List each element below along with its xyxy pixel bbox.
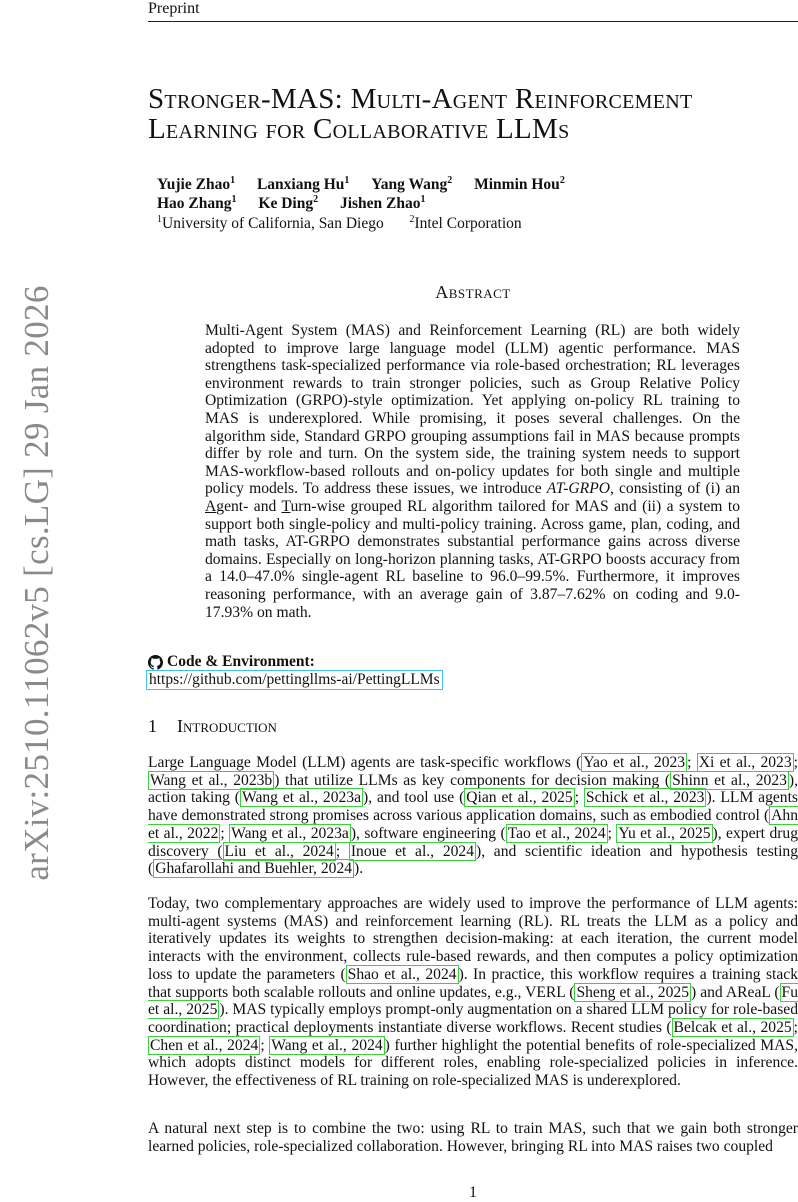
citation-link[interactable]: Chen et al., 2024 <box>150 1036 259 1054</box>
section-heading <box>148 716 277 737</box>
citation-link[interactable]: Ghafarollahi and Buehler, 2024 <box>155 860 353 878</box>
section-number: 1 <box>148 716 157 736</box>
author-row-2 <box>157 195 444 213</box>
citation-link[interactable]: Tao et al., 2024 <box>507 824 606 842</box>
citation-link[interactable]: Yao et al., 2023 <box>583 754 686 771</box>
arxiv-stamp: arXiv:2510.11062v5 [cs.LG] 29 Jan 2026 <box>17 285 56 881</box>
affiliation: University of California, San Diego <box>162 215 384 232</box>
author: Hao Zhang$^1$ <box>157 194 237 212</box>
author: Lanxiang Hu$^1$ <box>256 175 350 193</box>
intro-paragraph-1: Large Language Model (LLM) agents are task-specific workflows ( Yao et al., 2023 ; Xi et al., 2023 ; Wang et al., 2023b ) that utilize LLMs as key components for decision making ( Shinn et al., 2023 ), action taking ( Wang et al., 2023a ), and tool use ( Qian et al., 2025 ; Schick et al., 2023 ). LLM agents have demonstrated strong promises across various application domains, such as embodied control ( Ahn et al., 2022 ; Wang et al., 2023a ), software engineering ( Tao et al., 2024 ; Yu et al., 2025 ), expert drug discovery ( Liu et al., 2024 ; Inoue et al., 2024 ), and scientific ideation and hypothesis testing ( Ghafarollahi and Buehler, 2024 ). <box>148 754 798 878</box>
code-repo-link[interactable]: https://github.com/pettingllms-ai/PettingLLMs <box>146 670 443 690</box>
code-heading: Code & Environment: <box>148 653 315 671</box>
section-title: Introduction <box>177 716 277 736</box>
author-row-1 <box>157 176 583 194</box>
author: Jishen Zhao$^1$ <box>339 194 426 212</box>
citation-link[interactable]: Shao et al., 2024 <box>347 965 457 983</box>
citation-link[interactable]: Wang et al., 2024 <box>271 1036 383 1054</box>
citation-link[interactable]: Sheng et al., 2025 <box>576 983 689 1001</box>
citation-link[interactable]: Yu et al., 2025 <box>618 824 711 842</box>
citation-link[interactable]: Inoue et al., 2024 <box>350 842 474 860</box>
author: Minmin Hou$^2$ <box>474 175 565 193</box>
citation-link[interactable]: Wang et al., 2023a <box>242 789 361 807</box>
running-header: Preprint <box>148 0 200 17</box>
citation-link[interactable]: Qian et al., 2025 <box>466 789 573 807</box>
citation-link[interactable]: Liu et al., 2024 <box>224 842 334 860</box>
affiliations: $^1$University of California, San Diego $^2$Intel Corporation <box>157 214 522 232</box>
paper-title: Stronger-MAS: Multi-Agent Reinforcement Learning for Collaborative LLMs <box>148 83 693 145</box>
citation-link[interactable]: Xi et al., 2023 <box>698 754 792 771</box>
abstract-body: Multi-Agent System (MAS) and Reinforcement Learning (RL) are both widely adopted to improve large language model (LLM) agentic performance. MAS strengthens task-specialized performance via role-based orchestration; RL leverages environment rewards to train stronger policies, such as Group Relative Policy Optimization (GRPO)-style optimization. Yet applying on-policy RL training to MAS is underexplored. While promising, it poses several challenges. On the algorithm side, Standard GRPO grouping assumptions fail in MAS because prompts differ by role and turn. On the system side, the training system needs to support MAS-workflow-based rollouts and on-policy updates for both single and multiple policy models. To address these issues, we introduce AT-GRPO, consisting of (i) an Agent- and Turn-wise grouped RL algorithm tailored for MAS and (ii) a system to support both single-policy and multi-policy training. Across game, plan, coding, and math tasks, AT-GRPO demonstrates substantial performance gains across diverse domains. Especially on long-horizon planning tasks, AT-GRPO boosts accuracy from a 14.0–47.0% single-agent RL baseline to 96.0–99.5%. Furthermore, it improves reasoning performance, with an average gain of 3.87–7.62% on coding and 9.0-17.93% on math. <box>205 322 740 621</box>
affiliation: Intel Corporation <box>414 215 522 232</box>
intro-paragraph-2: Today, two complementary approaches are widely used to improve the performance of LLM agents: multi-agent systems (MAS) and reinforcement learning (RL). RL treats the LLM as a policy and iteratively updates its weights to strengthen decision-making: at each iteration, the current model interacts with the environment, collects rule-based rewards, and then computes a policy optimization loss to update the parameters ( Shao et al., 2024 ). In practice, this workflow requires a training stack that supports both scalable rollouts and online updates, e.g., VERL ( Sheng et al., 2025 ) and AReaL ( Fu et al., 2025 ). MAS typically employs prompt-only augmentation on a shared LLM policy for role-based coordination; practical deployments instantiate diverse workflows. Recent studies ( Belcak et al., 2025 ; Chen et al., 2024 ; Wang et al., 2024 ) further highlight the potential benefits of role-specialized MAS, which adopts distinct models for different roles, enabling role-specialized policies in inference. However, the effectiveness of RL training on role-specialized MAS is underexplored. <box>148 895 798 1090</box>
github-icon <box>148 655 163 670</box>
author: Ke Ding$^2$ <box>258 194 319 212</box>
page-number: 1 <box>469 1184 477 1201</box>
citation-link[interactable]: Ahn et al., 2022 <box>148 807 798 842</box>
citation-link[interactable]: Schick et al., 2023 <box>585 789 705 807</box>
header-rule <box>148 21 798 22</box>
abstract-heading: Abstract <box>435 282 511 302</box>
citation-link[interactable]: Belcak et al., 2025 <box>673 1018 792 1036</box>
citation-link[interactable]: Wang et al., 2023b <box>150 771 273 789</box>
author: Yang Wang$^2$ <box>371 175 453 193</box>
author: Yujie Zhao$^1$ <box>157 175 236 193</box>
citation-link[interactable]: Fu et al., 2025 <box>148 983 798 1019</box>
citation-link[interactable]: Wang et al., 2023a <box>231 824 349 842</box>
intro-paragraph-3: A natural next step is to combine the two: using RL to train MAS, such that we gain both stronger learned policies, role-specialized collaboration. However, bringing RL into MAS raises two coupled <box>148 1120 798 1155</box>
citation-link[interactable]: Shinn et al., 2023 <box>672 771 787 789</box>
